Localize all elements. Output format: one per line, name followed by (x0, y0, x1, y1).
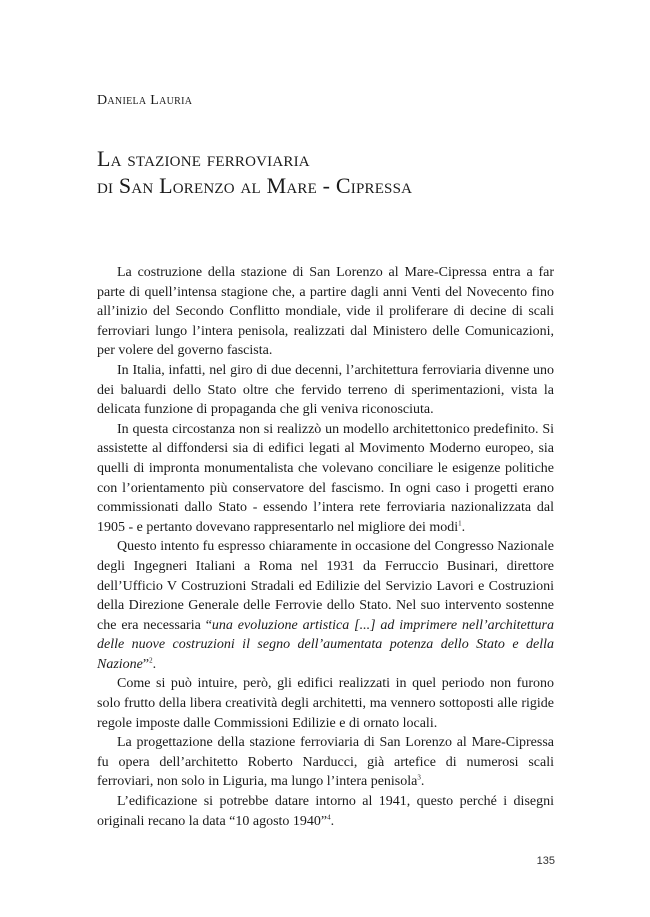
paragraph-3: In questa circostanza non si realizzò un modello architettonico predefinito. Si assistette al diffondersi sia di edifici legati al Movimento Moderno europeo, sia quelli di impronta monumentalista che volevano conciliare le esigenze politiche con l’orientamento più conservatore del fascismo. In ogni caso i progetti erano commissionati dallo Stato - essendo l’intera rete ferroviaria nazionalizzata dal 1905 - e pertanto dovevano rappresentarlo nel migliore dei modi$^1$. (97, 421, 554, 535)
footnote-ref: 3 (417, 773, 421, 782)
paragraph-7: L’edificazione si potrebbe datare intorno al 1941, questo perché i disegni originali recano la data “10 agosto 1940”$^4$. (97, 794, 554, 829)
title-line-2: di San Lorenzo al Mare - Cipressa (97, 173, 413, 198)
quotation: una evoluzione artistica [...] ad imprimere nell’architettura delle nuove costruzioni il segno dell’aumentata potenza dello Stato e della Nazione (97, 617, 555, 672)
article-title (97, 145, 412, 199)
paragraph-text: In Italia, infatti, nel giro di due decenni, l’architettura ferroviaria divenne uno dei baluardi dello Stato oltre che fervido terreno di sperimentazioni, vista la delicata funzione di propaganda che gli veniva riconosciuta. (97, 362, 554, 418)
page-number: 135 (536, 855, 555, 867)
paragraph-6: La progettazione della stazione ferroviaria di San Lorenzo al Mare-Cipressa fu opera dell’architetto Roberto Narducci, già artefice di numerosi scali ferroviari, non solo in Liguria, ma lungo l’intera penisola$^3$. (97, 735, 554, 790)
paragraph-4: Questo intento fu espresso chiaramente in occasione del Congresso Nazionale degli Ingegneri Italiani a Roma nel 1931 da Ferruccio Businari, direttore dell’Ufficio V Costruzioni Stradali ed Edilizie del Servizio Lavori e Costruzioni della Direzione Generale delle Ferrovie dello Stato. Nel suo intervento sostenne che era necessaria “una evoluzione artistica [...] ad imprimere nell’architettura delle nuove costruzioni il segno dell’aumentata potenza dello Stato e della Nazione”$^2$. (97, 539, 555, 672)
footnote-ref: 2 (149, 656, 153, 665)
paragraph-text: Come si può intuire, però, gli edifici realizzati in quel periodo non furono solo frutto della libera creatività degli architetti, ma vennero sottoposti alle rigide regole imposte dalle Commissioni Edilizie e di ornato locali. (97, 676, 554, 731)
article-body (97, 263, 554, 831)
paragraph-1 (97, 263, 554, 361)
paragraph-text: L’edificazione si potrebbe datare intorno al 1941, questo perché i disegni originali recano la data “10 agosto 1940” (97, 794, 554, 829)
paragraph-2 (97, 361, 554, 420)
footnote-ref: 1 (458, 519, 462, 528)
author-name: Daniela Lauria (97, 93, 193, 108)
paragraph-text: La progettazione della stazione ferroviaria di San Lorenzo al Mare-Cipressa fu opera dell’architetto Roberto Narducci, già artefice di numerosi scali ferroviari, non solo in Liguria, ma lungo l’intera penisola (97, 735, 554, 790)
footnote-ref: 4 (327, 812, 331, 821)
paragraph-text: In questa circostanza non si realizzò un modello architettonico predefinito. Si assistette al diffondersi sia di edifici legati al Movimento Moderno europeo, sia quelli di impronta monumentalista che volevano conciliare le esigenze politiche con l’orientamento più conservatore del fascismo. In ogni caso i progetti erano commissionati dallo Stato - essendo l’intera rete ferroviaria nazionalizzata dal 1905 - e pertanto dovevano rappresentarlo nel migliore dei modi (97, 421, 554, 535)
paragraph-5 (97, 674, 554, 733)
quote-close: ” (142, 656, 150, 672)
title-line-1: La stazione ferroviaria (97, 146, 310, 171)
paragraph-text: La costruzione della stazione di San Lorenzo al Mare-Cipressa entra a far parte di quell’intensa stagione che, a partire dagli anni Venti del Novecento fino all’inizio del Secondo Conflitto mondiale, vide il proliferare di decine di scali ferroviari lungo l’intera penisola, realizzati dal Ministero delle Comunicazioni, per volere del governo fascista. (97, 265, 554, 359)
paragraph-text: Questo intento fu espresso chiaramente in occasione del Congresso Nazionale degli Ingegneri Italiani a Roma nel 1931 da Ferruccio Businari, direttore dell’Ufficio V Costruzioni Stradali ed Edilizie del Servizio Lavori e Costruzioni della Direzione Generale delle Ferrovie dello Stato. Nel suo intervento sostenne che era necessaria “ (97, 539, 554, 633)
